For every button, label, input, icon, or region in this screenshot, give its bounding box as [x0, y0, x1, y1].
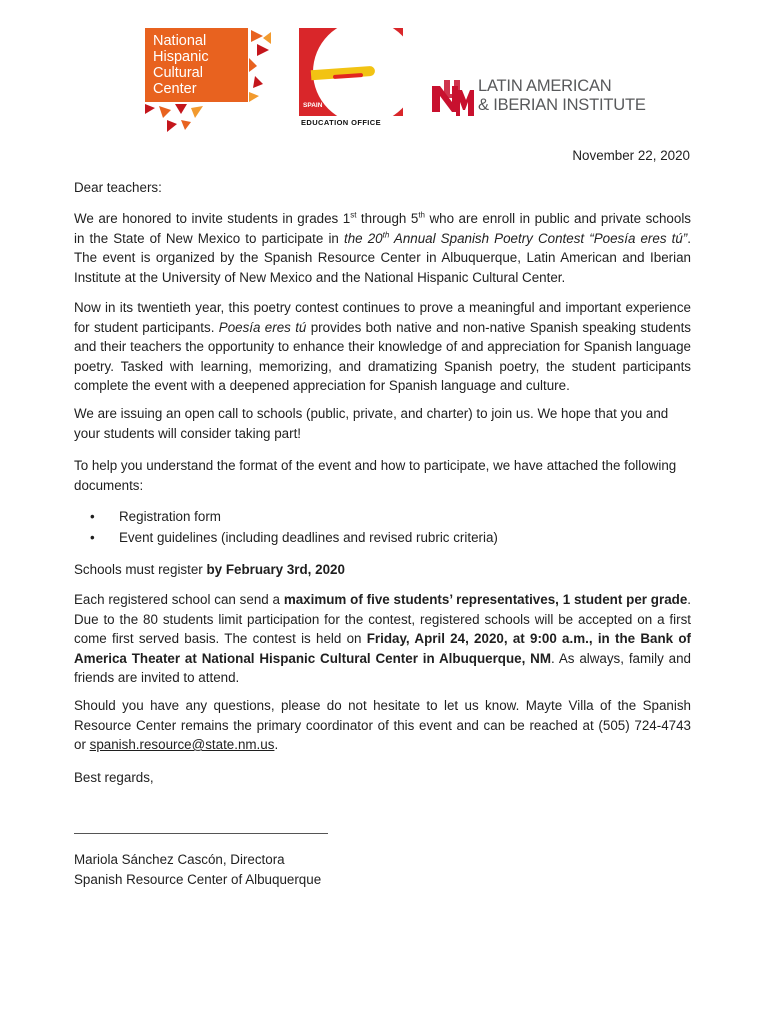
paragraph-attachments: To help you understand the format of the event and how to participate, we have attached the following documents: — [74, 458, 677, 493]
p1-sup-st: st — [350, 210, 357, 220]
p1-italic-b: Annual Spanish Poetry Contest “Poesía eres tú” — [389, 230, 688, 246]
signature-line — [74, 833, 328, 834]
paragraph-open-call: We are issuing an open call to schools (public, private, and charter) to join us. We hope that you and your students will consider taking part! — [74, 406, 669, 441]
email-link[interactable]: spanish.resource@state.nm.us — [89, 737, 275, 752]
p6-text-a: Each registered school can send a — [74, 592, 284, 607]
nhcc-logo-line-3: Cultural — [153, 65, 203, 81]
p1-sup-th: th — [418, 210, 425, 220]
bullet-icon: • — [90, 529, 95, 545]
p1-text-a: We are honored to invite students in grades 1 — [74, 211, 351, 226]
list-item-label: Registration form — [119, 509, 221, 524]
paragraph-contest-history — [74, 298, 691, 396]
paragraph-contact — [74, 696, 691, 755]
paragraph-contest-details — [74, 590, 691, 688]
unm-mark-icon — [430, 76, 474, 120]
signer-name: Mariola Sánchez Cascón, Directora — [74, 852, 285, 867]
spain-education-office-logo — [299, 28, 409, 128]
paragraph-invitation — [74, 209, 691, 287]
p1-text-d: . The event is organized by the Spanish Resource Center in Albuquerque, Latin American and Iberian Institute at the University of New Mexico and the National Hispanic Cultural Center. — [74, 230, 692, 285]
p6-text-e: . As always, family and friends are invited to attend. — [74, 650, 691, 685]
p5-text: Schools must register — [74, 562, 207, 577]
nhcc-logo-line-1: National — [153, 33, 207, 49]
p7-text-a: Should you have any questions, please do not hesitate to let us know. Mayte Villa of the Spanish Resource Center remains the primary coordinator of this event and can be reached at (505) 724-4743 or — [74, 698, 691, 752]
p6-bold-datetime: Friday, April 24, 2020, at 9:00 a.m., in the Bank of America Theater at National Hispanic Cultural Center in Albuquerque, NM — [74, 631, 691, 666]
nhcc-logo-line-2: Hispanic — [153, 49, 209, 65]
list-item-label: Event guidelines (including deadlines and revised rubric criteria) — [119, 529, 498, 545]
unm-logo-line-2: & IBERIAN INSTITUTE — [478, 96, 646, 114]
attachment-list — [90, 507, 498, 548]
spain-logo-tag: SPAIN — [303, 102, 323, 109]
unm-logo-line-1: LATIN AMERICAN — [478, 77, 612, 95]
p1-italic-a: the 20 — [343, 230, 383, 246]
p7-text-b: . — [274, 737, 279, 752]
p1-text-c: who are enroll in public and private schools in the State of New Mexico to participate in — [74, 211, 691, 246]
letter-date: November 22, 2020 — [572, 148, 690, 163]
closing: Best regards, — [74, 770, 154, 785]
paragraph-deadline — [74, 560, 691, 580]
signer-organization: Spanish Resource Center of Albuquerque — [74, 872, 322, 887]
greeting: Dear teachers: — [74, 180, 162, 195]
p6-bold-limit: maximum of five students’ representatives, 1 student per grade — [283, 592, 688, 607]
p1-text-b: through 5 — [356, 211, 419, 226]
list-item — [90, 507, 498, 528]
list-item — [90, 528, 498, 549]
spain-logo-field — [299, 28, 403, 116]
p6-text-c: . Due to the 80 students limit participation for the contest, registered schools will be accepted on a first come first served basis. The contest is held on — [74, 592, 692, 646]
p2-text-a: Now in its twentieth year, this poetry contest continues to prove a meaningful and important experience for student participants. — [74, 300, 691, 335]
p5-deadline: by February 3rd, 2020 — [206, 562, 345, 577]
unm-laii-logo — [430, 74, 646, 124]
p2-text-b: provides both native and non-native Spanish speaking students and their teachers the opportunity to enhance their knowledge of and appreciation for Spanish language poetry. Tasked with learning, memorizing, and dramatizing Spanish poetry, the student participants complete the event with a deepened appreciation for Spanish language and culture. — [74, 319, 691, 393]
spain-logo-caption: EDUCATION OFFICE — [301, 118, 382, 127]
p1-sup-20th: th — [382, 230, 390, 240]
bullet-icon: • — [90, 509, 95, 524]
p2-italic: Poesía eres tú — [218, 319, 307, 335]
nhcc-triangles-icon — [145, 28, 275, 136]
nhcc-logo — [145, 28, 275, 136]
nhcc-logo-line-4: Center — [153, 81, 197, 97]
